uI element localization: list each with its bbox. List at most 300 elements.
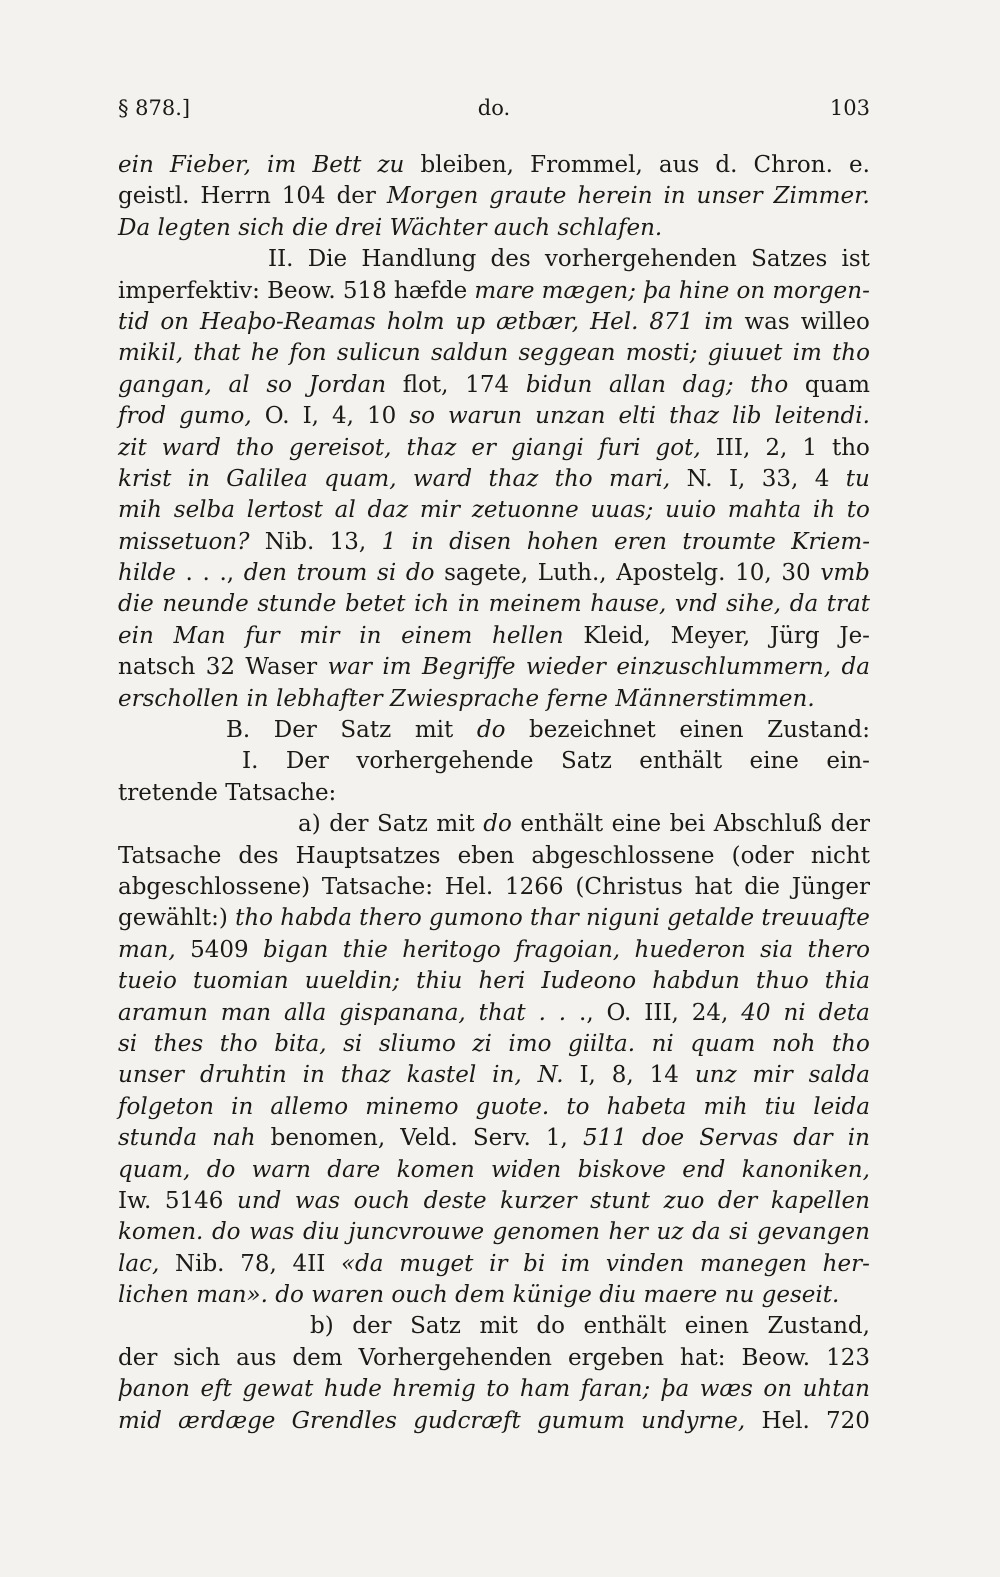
word: got,	[655, 434, 701, 461]
word: he	[250, 340, 280, 367]
word: treuuafte	[761, 905, 870, 932]
word: sich	[238, 214, 286, 241]
word: heri	[478, 968, 526, 995]
word: quam	[690, 1030, 756, 1057]
word: der	[830, 811, 870, 838]
word: sia	[760, 936, 794, 963]
word: ward	[161, 434, 221, 461]
word: kastel	[406, 1062, 477, 1089]
word: 1	[802, 434, 817, 461]
word: tho	[554, 465, 593, 492]
word: «da	[340, 1250, 384, 1277]
word: zi	[472, 1030, 492, 1057]
text-line	[118, 244, 870, 275]
word: mir	[419, 497, 461, 524]
word: kanoniken,	[741, 1156, 870, 1183]
word: bezeichnet	[529, 717, 656, 744]
word: der	[118, 1344, 158, 1371]
word: Morgen	[386, 183, 479, 210]
word: Chron.	[753, 152, 833, 178]
word: die	[744, 873, 780, 900]
word: Bett	[312, 152, 362, 178]
word: 511	[582, 1125, 627, 1152]
word: 24,	[691, 999, 729, 1026]
word: gumono	[428, 905, 523, 932]
word: bleiben,	[420, 152, 514, 178]
word: vinden	[605, 1250, 685, 1277]
word: vorhergehende	[356, 748, 534, 775]
word: Nib.	[264, 528, 315, 555]
word: aramun	[118, 999, 208, 1026]
word: so	[266, 371, 292, 398]
word: betet	[345, 591, 406, 618]
word: im	[560, 1250, 591, 1277]
word: ih	[812, 497, 836, 524]
word: hellen	[492, 622, 564, 649]
text-line	[118, 809, 870, 840]
word: 4,	[332, 403, 354, 430]
word: giangi	[511, 434, 584, 461]
word: missetuon?	[118, 528, 250, 555]
section-reference: § 878.]	[118, 96, 191, 120]
text-line	[118, 1123, 870, 1154]
word: sihe,	[726, 591, 782, 618]
word: Satz	[410, 1313, 461, 1340]
word: er	[471, 434, 496, 461]
word: was	[294, 1187, 341, 1214]
word: in	[187, 465, 210, 492]
word: kapellen	[770, 1187, 870, 1214]
word: mosti;	[625, 340, 698, 367]
word: 4II	[292, 1250, 326, 1277]
word: Hel.	[444, 873, 494, 900]
word: gudcræft	[413, 1407, 521, 1434]
word: flot,	[402, 371, 449, 398]
word: nah	[212, 1125, 256, 1152]
word: thia	[824, 968, 870, 995]
word: imo	[508, 1030, 552, 1057]
word: ni	[783, 999, 806, 1026]
text-line	[118, 621, 870, 652]
word: aus	[658, 152, 700, 178]
word: Zustand:	[767, 717, 870, 744]
word: 10	[367, 403, 397, 430]
word: quam	[804, 371, 870, 398]
word: da	[789, 591, 819, 618]
word: gumo,	[179, 403, 252, 430]
word: bi	[523, 1250, 546, 1277]
word: minemo	[365, 1093, 459, 1120]
word: 1	[381, 528, 397, 555]
word: leitendi.	[774, 403, 870, 430]
word: in	[663, 183, 686, 210]
word: Hel.	[590, 308, 639, 335]
word: abgeschlossene	[531, 842, 715, 869]
word: si	[377, 560, 397, 587]
word: stunde	[257, 591, 337, 618]
word: ward	[412, 465, 473, 492]
word: zit	[118, 434, 147, 461]
word: nicht	[810, 842, 870, 869]
word: b)	[310, 1313, 334, 1340]
text-line	[118, 213, 870, 244]
word: in	[302, 1062, 325, 1089]
word: selba	[173, 497, 235, 524]
word: ergeben	[567, 1344, 665, 1371]
word: Galilea	[226, 465, 308, 492]
text-line	[118, 872, 870, 903]
word: bita,	[274, 1030, 327, 1057]
word: Jürg	[769, 622, 820, 649]
word: Abschluß	[713, 811, 823, 838]
word: tho	[832, 340, 870, 367]
word: eben	[457, 842, 515, 869]
word: dag;	[682, 371, 734, 398]
word: mir	[752, 1062, 793, 1089]
word: that	[193, 340, 241, 367]
word: elti	[618, 403, 657, 430]
word: vmb	[820, 560, 870, 587]
word: zetuonne	[471, 497, 579, 524]
word: so	[409, 403, 435, 430]
word: vorhergehenden	[544, 246, 737, 273]
running-title: do.	[477, 96, 511, 120]
text-line	[118, 652, 870, 683]
word: einen	[684, 1313, 749, 1340]
word: .	[558, 999, 567, 1026]
word: 1266	[505, 873, 564, 900]
word: huederon	[634, 936, 746, 963]
word: Da	[118, 214, 151, 241]
word: uueldin;	[304, 968, 400, 995]
word: tho	[831, 1030, 870, 1057]
word: unser	[118, 1062, 185, 1089]
word: Vorhergehenden	[358, 1344, 552, 1371]
word: Satz	[340, 717, 392, 744]
word: Meyer,	[670, 622, 751, 649]
word: der	[336, 183, 376, 210]
word: unz	[694, 1062, 737, 1089]
word: uuas;	[590, 497, 654, 524]
word: der	[717, 1187, 758, 1214]
word: ærdæge	[178, 1407, 276, 1434]
word: drei	[335, 214, 383, 241]
text-line	[118, 495, 870, 526]
word: faran;	[580, 1376, 651, 1403]
word: Je-	[839, 622, 870, 649]
word: fragoian,	[515, 936, 621, 963]
text-line	[118, 1249, 870, 1280]
word: 33,	[761, 465, 799, 492]
word: 14	[649, 1062, 679, 1089]
word: zu	[377, 152, 405, 178]
word: troumte	[682, 528, 776, 555]
word: in	[411, 528, 434, 555]
word: Tatsache:	[321, 873, 434, 900]
text-line	[118, 401, 870, 432]
word: Servas	[699, 1125, 779, 1152]
word: stunt	[590, 1187, 651, 1214]
word: 5409	[190, 936, 249, 963]
word: uz	[656, 1219, 684, 1246]
word: do	[483, 811, 512, 838]
word: lebhafter	[275, 685, 383, 712]
word: mih	[703, 1093, 748, 1120]
text-line	[118, 778, 870, 809]
word: mir	[299, 622, 340, 649]
word: Tatsache:	[225, 779, 337, 806]
word: thero	[359, 905, 422, 932]
text-line	[118, 307, 870, 338]
word: manegen	[699, 1250, 807, 1277]
word: des	[490, 246, 531, 273]
text-line	[118, 935, 870, 966]
word: hohen	[526, 528, 599, 555]
word: up	[455, 308, 486, 335]
word: benomen,	[270, 1125, 386, 1152]
word: 4	[814, 465, 830, 492]
word: thar	[530, 905, 579, 932]
word: morgen-	[772, 277, 870, 304]
word: mare	[474, 277, 535, 304]
word: quam,	[324, 465, 397, 492]
word: unser	[696, 183, 763, 210]
text-line	[118, 1217, 870, 1248]
word: graute	[489, 183, 567, 210]
word: Tatsache	[118, 842, 222, 869]
word: Satz	[377, 811, 428, 838]
word: getalde	[667, 905, 755, 932]
word: gumum	[536, 1407, 625, 1434]
word: Jordan	[308, 371, 387, 398]
text-line	[118, 998, 870, 1029]
text-line	[118, 1186, 870, 1217]
word: si	[343, 1030, 363, 1057]
word: folgeton	[118, 1093, 214, 1120]
word: Die	[307, 246, 348, 273]
word: do	[211, 1219, 241, 1246]
running-header	[118, 92, 870, 124]
word: habda	[280, 905, 352, 932]
word: bei	[669, 811, 706, 838]
word: hat	[694, 873, 733, 900]
text-line	[118, 1406, 870, 1437]
word: 104	[281, 183, 326, 210]
word: die	[118, 591, 154, 618]
word: e.	[849, 152, 870, 178]
word: tho	[219, 1030, 258, 1057]
word: neunde	[162, 591, 249, 618]
word: 40	[741, 999, 771, 1026]
word: 8,	[611, 1062, 634, 1089]
word: noh	[771, 1030, 816, 1057]
word: gewat	[242, 1376, 314, 1403]
word: sich	[173, 1344, 221, 1371]
word: tuomian	[193, 968, 289, 995]
word: tid	[118, 308, 150, 335]
word: mit	[479, 1313, 518, 1340]
word: thie	[342, 936, 388, 963]
word: mid	[118, 1407, 162, 1434]
word: furi	[598, 434, 641, 461]
word: 30	[781, 560, 811, 587]
word: ein-	[826, 748, 870, 775]
word: 32	[205, 654, 235, 681]
word: thero	[807, 936, 870, 963]
word: aus	[236, 1344, 277, 1371]
word: im	[267, 152, 297, 178]
word: im	[382, 654, 412, 681]
word: in	[231, 1093, 254, 1120]
word: al	[334, 497, 356, 524]
word: dem	[292, 1344, 343, 1371]
word: on	[763, 1376, 793, 1403]
word: tho	[750, 371, 789, 398]
word: Satz	[560, 748, 612, 775]
word: Zimmer.	[773, 183, 870, 210]
word: mikil,	[118, 340, 184, 367]
word: giilta.	[567, 1030, 636, 1057]
word: tho	[235, 434, 274, 461]
text-line	[118, 1060, 870, 1091]
word: abgeschlossene)	[118, 873, 311, 900]
word: Grendles	[291, 1407, 397, 1434]
text-line	[118, 903, 870, 934]
word: 174	[465, 371, 510, 398]
word: im	[704, 308, 734, 335]
text-line	[118, 558, 870, 589]
word: hat:	[680, 1344, 726, 1371]
word: ferne	[546, 685, 609, 712]
word: hæfde	[393, 277, 468, 304]
word: Hel.	[761, 1407, 810, 1434]
text-line	[118, 1029, 870, 1060]
word: undyrne,	[641, 1407, 746, 1434]
word: zuo	[663, 1187, 705, 1214]
word: 10,	[735, 560, 772, 587]
word: komen	[396, 1156, 475, 1183]
word: diu	[302, 1219, 340, 1246]
word: erschollen	[118, 685, 240, 712]
word: 720	[826, 1407, 870, 1434]
word: 2,	[765, 434, 788, 461]
word: mit	[436, 811, 475, 838]
word: natsch	[118, 654, 196, 681]
word: N.	[686, 465, 713, 492]
word: gereisot,	[288, 434, 392, 461]
word: ich	[414, 591, 450, 618]
word: warun	[448, 403, 523, 430]
word: diu	[599, 1282, 637, 1309]
word: man,	[118, 936, 176, 963]
word: unzan	[535, 403, 606, 430]
text-line	[118, 715, 870, 746]
word: Fieber,	[169, 152, 251, 178]
word: ni	[651, 1030, 674, 1057]
word: alla	[284, 999, 327, 1026]
text-line	[118, 1374, 870, 1405]
word: der	[329, 811, 369, 838]
word: O.	[264, 403, 290, 430]
word: disen	[449, 528, 512, 555]
text-line	[118, 1155, 870, 1186]
word: doe	[641, 1125, 685, 1152]
word: sagete,	[444, 560, 529, 587]
word: I,	[302, 403, 319, 430]
page-number: 103	[829, 96, 870, 120]
word: to	[846, 497, 870, 524]
word: bigan	[263, 936, 329, 963]
word: in	[359, 622, 382, 649]
word: to	[486, 1376, 510, 1403]
word: do	[476, 717, 506, 744]
word: einen	[679, 717, 744, 744]
word: 1,	[545, 1125, 568, 1152]
word: Heaþo-Reamas	[200, 308, 376, 335]
word: warn	[251, 1156, 311, 1183]
word: maere	[643, 1282, 718, 1309]
word: do	[206, 1156, 236, 1183]
word: to	[566, 1093, 590, 1120]
word: .,	[219, 560, 235, 587]
word: Iw.	[118, 1187, 152, 1214]
word: habdun	[652, 968, 740, 995]
text-line	[118, 589, 870, 620]
word: Herrn	[200, 183, 271, 210]
word: man».	[196, 1282, 268, 1309]
word: tueio	[118, 968, 177, 995]
word: enthält	[583, 1313, 667, 1340]
text-line	[118, 181, 870, 212]
word: frod	[118, 403, 167, 430]
word: 13,	[329, 528, 367, 555]
word: ætbær,	[496, 308, 580, 335]
word: thaz	[406, 434, 457, 461]
word: bidun	[525, 371, 593, 398]
word: mahta	[727, 497, 802, 524]
word: ham	[519, 1376, 571, 1403]
word: dare	[327, 1156, 381, 1183]
word: gevangen	[756, 1219, 870, 1246]
word: was	[744, 308, 790, 335]
word: guote.	[475, 1093, 550, 1120]
word: was	[249, 1219, 295, 1246]
word: den	[243, 560, 287, 587]
word: allemo	[270, 1093, 349, 1120]
text-line	[118, 527, 870, 558]
word: holm	[386, 308, 445, 335]
word: 123	[826, 1344, 870, 1371]
word: I,	[579, 1062, 596, 1089]
word: Veld.	[400, 1125, 458, 1152]
word: da	[692, 1219, 721, 1246]
word: I.	[242, 748, 259, 775]
word: 518	[342, 277, 387, 304]
word: hause,	[590, 591, 667, 618]
word: Zwiesprache	[389, 685, 540, 712]
word: Serv.	[472, 1125, 531, 1152]
word: 5146	[164, 1187, 224, 1214]
text-line	[118, 1092, 870, 1123]
word: einzuschlummern,	[616, 654, 832, 681]
word: ein	[118, 622, 154, 649]
word: thes	[153, 1030, 204, 1057]
word: gangan,	[118, 371, 212, 398]
word: lac,	[118, 1250, 160, 1277]
word: kurzer	[500, 1187, 577, 1214]
word: in,	[492, 1062, 522, 1089]
word: end	[682, 1156, 726, 1183]
